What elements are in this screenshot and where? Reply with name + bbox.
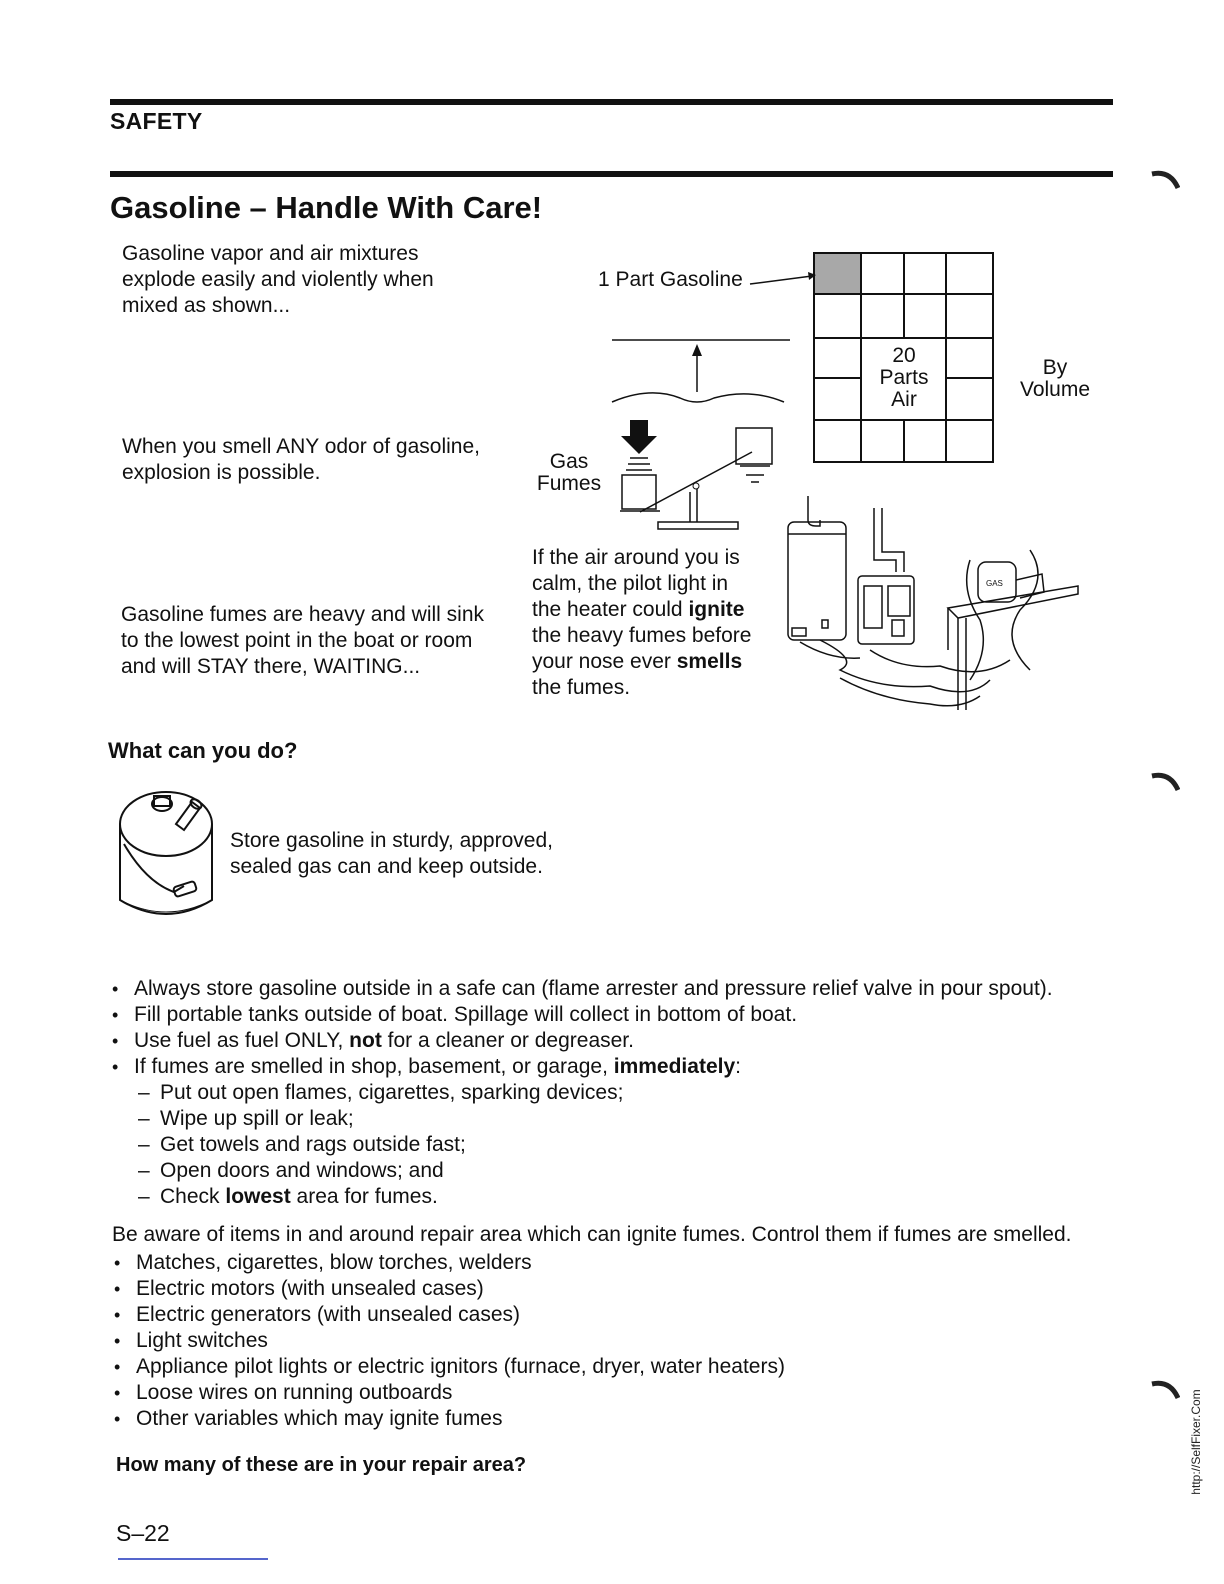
gas-can-icon bbox=[112, 788, 220, 922]
list-item: • Matches, cigarettes, blow torches, welders bbox=[112, 1250, 785, 1276]
gas-can-label: GAS bbox=[986, 579, 1003, 588]
heater-valve bbox=[822, 620, 828, 628]
list-item: • Light switches bbox=[112, 1328, 785, 1354]
heavy-arrow-shaft bbox=[630, 420, 648, 436]
top-rule bbox=[110, 99, 1113, 105]
list-item: • Use fuel as fuel ONLY, not for a cleaner or degreaser. bbox=[110, 1028, 1053, 1054]
wave-line bbox=[612, 393, 784, 402]
list-item: • Appliance pilot lights or electric ignitors (furnace, dryer, water heaters) bbox=[112, 1354, 785, 1380]
water-heater-tank bbox=[788, 522, 846, 640]
safety-bullets bbox=[110, 976, 1053, 1210]
furnace-flue bbox=[874, 508, 896, 572]
page-title: Gasoline – Handle With Care! bbox=[110, 190, 543, 225]
intro-paragraph-3: Gasoline fumes are heavy and will sink to the lowest point in the boat or room and will STAY there, WAITING... bbox=[121, 603, 485, 678]
air-label: 20 Parts Air bbox=[879, 344, 929, 411]
gasoline-pointer-line bbox=[750, 276, 812, 284]
pivot bbox=[693, 483, 699, 489]
sub-list-item: – Get towels and rags outside fast; bbox=[138, 1132, 1053, 1158]
intro-paragraph-1: Gasoline vapor and air mixtures explode easily and violently when mixed as shown... bbox=[122, 242, 434, 317]
footer-rule bbox=[118, 1558, 268, 1560]
watermark-text: http://SelfFixer.Com bbox=[1189, 1389, 1203, 1495]
volume-label: By Volume bbox=[1019, 356, 1091, 401]
list-item: • Electric motors (with unsealed cases) bbox=[112, 1276, 785, 1302]
rise-arrowhead bbox=[692, 344, 702, 356]
air-box bbox=[736, 428, 772, 464]
page-number: S–22 bbox=[116, 1520, 170, 1546]
fumes-label: Gas Fumes bbox=[536, 450, 602, 495]
sub-list-item: – Check lowest area for fumes. bbox=[138, 1184, 1053, 1210]
section-label: SAFETY bbox=[110, 108, 203, 134]
gas-can-text: Store gasoline in sturdy, approved, sealed gas can and keep outside. bbox=[230, 829, 553, 878]
gasoline-label: 1 Part Gasoline bbox=[598, 268, 743, 291]
balance-base bbox=[658, 522, 738, 529]
list-item: • Loose wires on running outboards bbox=[112, 1380, 785, 1406]
fumes-weight bbox=[622, 475, 656, 509]
aware-items bbox=[112, 1250, 785, 1432]
balance-beam bbox=[640, 452, 752, 512]
intro-paragraph-2: When you smell ANY odor of gasoline, explosion is possible. bbox=[122, 435, 480, 484]
heavy-arrowhead bbox=[621, 436, 657, 454]
sub-list-item: – Put out open flames, cigarettes, sparking devices; bbox=[138, 1080, 1053, 1106]
list-item: • Fill portable tanks outside of boat. Spillage will collect in bottom of boat. bbox=[110, 1002, 1053, 1028]
binder-mark bbox=[1150, 168, 1180, 194]
what-can-you-do-heading: What can you do? bbox=[108, 738, 298, 763]
list-item: • Electric generators (with unsealed cases) bbox=[112, 1302, 785, 1328]
sub-list-item: – Wipe up spill or leak; bbox=[138, 1106, 1053, 1132]
binder-mark bbox=[1150, 770, 1180, 796]
binder-mark bbox=[1150, 1378, 1180, 1404]
aware-intro: Be aware of items in and around repair area which can ignite fumes. Control them if fumes are smelled. bbox=[112, 1223, 1072, 1246]
gas-lines bbox=[626, 458, 652, 470]
list-item: • If fumes are smelled in shop, basement, or garage, immediately: bbox=[110, 1054, 1053, 1080]
pilot-light-caption: If the air around you is calm, the pilot light in the heater could ignite the heavy fumes before your nose ever smells the fumes. bbox=[532, 546, 752, 699]
gas-can-handle bbox=[124, 844, 184, 892]
water-heater-illustration bbox=[780, 490, 1080, 715]
gasoline-cell bbox=[815, 254, 861, 294]
balance-diagram bbox=[600, 330, 800, 535]
gas-can-spout bbox=[176, 802, 200, 830]
sub-list-item: – Open doors and windows; and bbox=[138, 1158, 1053, 1184]
spilled-fumes bbox=[800, 640, 1010, 706]
title-rule bbox=[110, 171, 1113, 177]
list-item: • Other variables which may ignite fumes bbox=[112, 1406, 785, 1432]
list-item: • Always store gasoline outside in a safe can (flame arrester and pressure relief valve in pour spout). bbox=[110, 976, 1053, 1002]
repair-area-question: How many of these are in your repair area? bbox=[116, 1454, 527, 1476]
